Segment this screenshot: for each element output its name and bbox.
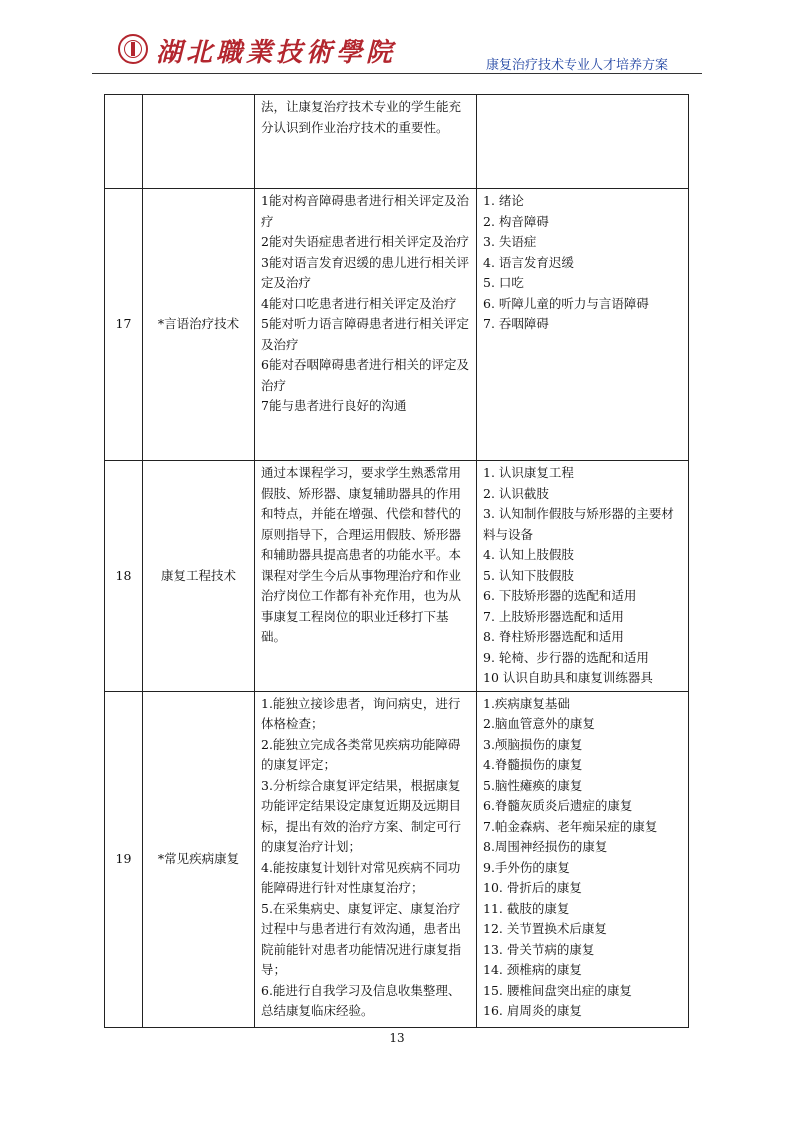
course-number: 18 (105, 461, 143, 692)
goal-item: 2.能独立完成各类常见疾病功能障碍的康复评定； (261, 736, 461, 772)
content-item: 8.周围神经损伤的康复 (483, 839, 608, 854)
content-item: 13. 骨关节病的康复 (483, 941, 595, 957)
course-name: 康复工程技术 (143, 461, 255, 692)
course-contents (477, 189, 689, 461)
goal-item: 4能对口吃患者进行相关评定及治疗 (261, 295, 457, 311)
content-item: 3. 失语症 (483, 234, 537, 249)
page-number: 13 (389, 1031, 405, 1045)
goal-text: 通过本课程学习，要求学生熟悉常用假肢、矫形器、康复辅助器具的作用和特点，并能在增强、代偿和替代的原则指导下，合理运用假肢、矫形器和辅助器具提高患者的功能水平。本课程对学生今后从事物理治疗和作业治疗岗位工作都有补充作用，也为从事康复工程岗位的职业迁移打下基础。 (261, 465, 462, 644)
content-item: 1. 认识康复工程 (483, 465, 574, 480)
course-name: *言语治疗技术 (143, 189, 255, 461)
content-item: 7.帕金森病、老年痴呆症的康复 (483, 818, 658, 834)
course-number: 17 (105, 189, 143, 461)
course-goals (255, 461, 477, 692)
goal-item: 6.能进行自我学习及信息收集整理、总结康复临床经验。 (261, 982, 461, 1018)
content-item: 3.颅脑损伤的康复 (483, 736, 583, 752)
content-item: 4. 语言发育迟缓 (483, 254, 574, 270)
course-contents (477, 95, 689, 189)
content-item: 9.手外伤的康复 (483, 859, 570, 875)
content-item: 15. 腰椎间盘突出症的康复 (483, 982, 632, 998)
content-item: 1.疾病康复基础 (483, 695, 570, 711)
goal-item: 7能与患者进行良好的沟通 (261, 398, 407, 413)
content-item: 7. 吞咽障碍 (483, 316, 549, 331)
content-item: 5. 认知下肢假肢 (483, 567, 574, 583)
content-item: 4. 认知上肢假肢 (483, 547, 574, 562)
content-item: 6. 听障儿童的听力与言语障碍 (483, 295, 649, 311)
course-number: 19 (105, 691, 143, 1027)
header-divider (92, 73, 702, 74)
content-item: 2.脑血管意外的康复 (483, 716, 595, 731)
document-title: 康复治疗技术专业人才培养方案 (485, 58, 668, 73)
table-row (105, 95, 689, 189)
school-name: 湖北職業技術學院 (156, 38, 397, 68)
course-contents (477, 461, 689, 692)
course-name: *常见疾病康复 (143, 691, 255, 1027)
content-item: 6.脊髓灰质炎后遗症的康复 (483, 798, 633, 813)
content-item: 3. 认知制作假肢与矫形器的主要材料与设备 (483, 506, 674, 542)
content-item: 10 认识自助具和康复训练器具 (483, 670, 653, 685)
table-row (105, 461, 689, 692)
school-seal-icon (118, 34, 148, 64)
content-item: 5.脑性瘫痪的康复 (483, 777, 583, 793)
table-row (105, 189, 689, 461)
course-goals (255, 189, 477, 461)
course-contents (477, 691, 689, 1027)
content-item: 2. 认识截肢 (483, 485, 549, 501)
content-item: 7. 上肢矫形器选配和适用 (483, 608, 624, 624)
goal-item: 3.分析综合康复评定结果，根据康复功能评定结果设定康复近期及远期目标，提出有效的治疗方案、制定可行的康复治疗计划； (261, 777, 462, 854)
content-item: 9. 轮椅、步行器的选配和适用 (483, 649, 649, 665)
goal-item: 1能对构音障碍患者进行相关评定及治疗 (261, 193, 469, 229)
content-item: 11. 截肢的康复 (483, 900, 570, 916)
goal-item: 4.能按康复计划针对常见疾病不同功能障碍进行针对性康复治疗； (261, 859, 461, 895)
course-number (105, 95, 143, 189)
content-item: 5. 口吃 (483, 275, 524, 290)
goal-item: 3能对语言发育迟缓的患儿进行相关评定及治疗 (261, 254, 469, 290)
content-item: 14. 颈椎病的康复 (483, 962, 582, 977)
page-header (92, 28, 702, 74)
goal-item: 5能对听力语言障碍患者进行相关评定及治疗 (261, 316, 469, 352)
content-item: 6. 下肢矫形器的选配和适用 (483, 588, 637, 603)
goal-item: 6能对吞咽障碍患者进行相关的评定及治疗 (261, 357, 469, 393)
goal-item: 1.能独立接诊患者，询问病史，进行体格检查； (261, 695, 461, 731)
goal-text: 法，让康复治疗技术专业的学生能充分认识到作业治疗技术的重要性。 (261, 99, 462, 135)
course-table (104, 94, 689, 1028)
course-name (143, 95, 255, 189)
goal-item: 5.在采集病史、康复评定、康复治疗过程中与患者进行有效沟通，患者出院前能针对患者功能情况进行康复指导； (261, 900, 462, 977)
content-item: 10. 骨折后的康复 (483, 880, 582, 895)
content-item: 1. 绪论 (483, 193, 524, 208)
content-item: 16. 肩周炎的康复 (483, 1003, 582, 1018)
content-item: 4.脊髓损伤的康复 (483, 757, 583, 772)
table-row (105, 691, 689, 1027)
course-goals (255, 95, 477, 189)
content-item: 8. 脊柱矫形器选配和适用 (483, 629, 624, 644)
goal-item: 2能对失语症患者进行相关评定及治疗 (261, 234, 469, 249)
content-item: 2. 构音障碍 (483, 213, 549, 229)
course-goals (255, 691, 477, 1027)
content-item: 12. 关节置换术后康复 (483, 921, 607, 936)
